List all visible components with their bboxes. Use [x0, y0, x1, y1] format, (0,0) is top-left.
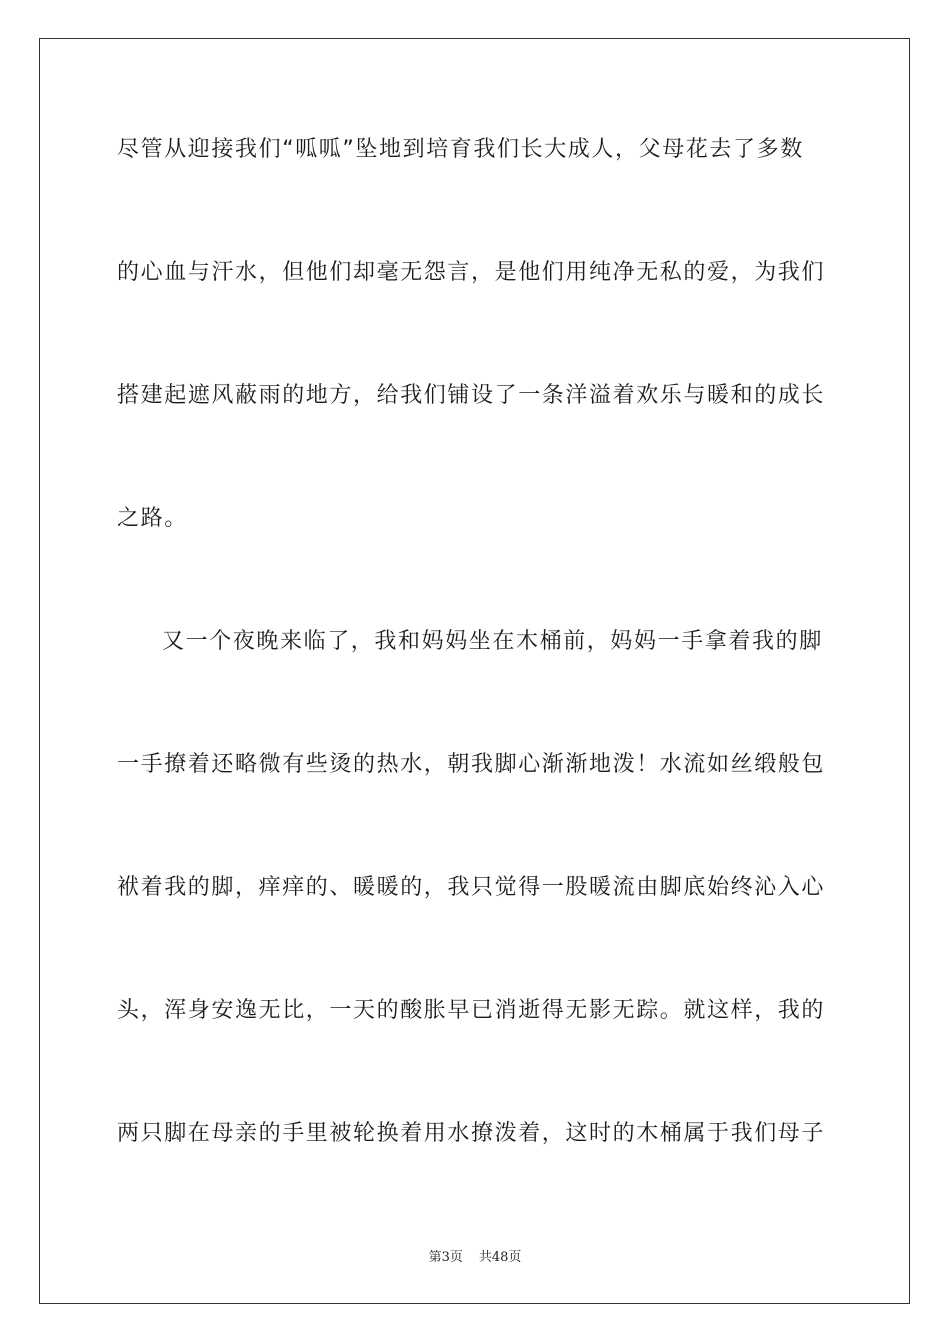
paragraph-line: 一手撩着还略微有些烫的热水，朝我脚心渐渐地泼！水流如丝缎般包 [117, 752, 826, 777]
page-footer [0, 1246, 950, 1265]
paragraph-line: 两只脚在母亲的手里被轮换着用水撩泼着，这时的木桶属于我们母子 [117, 1121, 826, 1146]
paragraph-line: 头，浑身安逸无比，一天的酸胀早已消逝得无影无踪。就这样，我的 [117, 998, 826, 1023]
paragraph-line: 之路。 [117, 506, 188, 531]
paragraph-line: 又一个夜晚来临了，我和妈妈坐在木桶前，妈妈一手拿着我的脚 [162, 629, 823, 654]
page-number: 第3页 [428, 1250, 463, 1265]
page-border [39, 38, 910, 1304]
paragraph-line: 的心血与汗水，但他们却毫无怨言，是他们用纯净无私的爱，为我们 [117, 260, 826, 285]
paragraph-line: 搭建起遮风蔽雨的地方，给我们铺设了一条洋溢着欢乐与暖和的成长 [117, 383, 826, 408]
paragraph-line: 袱着我的脚，痒痒的、暖暖的，我只觉得一股暖流由脚底始终沁入心 [117, 875, 826, 900]
total-pages: 共48页 [478, 1250, 522, 1265]
paragraph-line: 尽管从迎接我们“呱呱”坠地到培育我们长大成人，父母花去了多数 [117, 137, 804, 162]
